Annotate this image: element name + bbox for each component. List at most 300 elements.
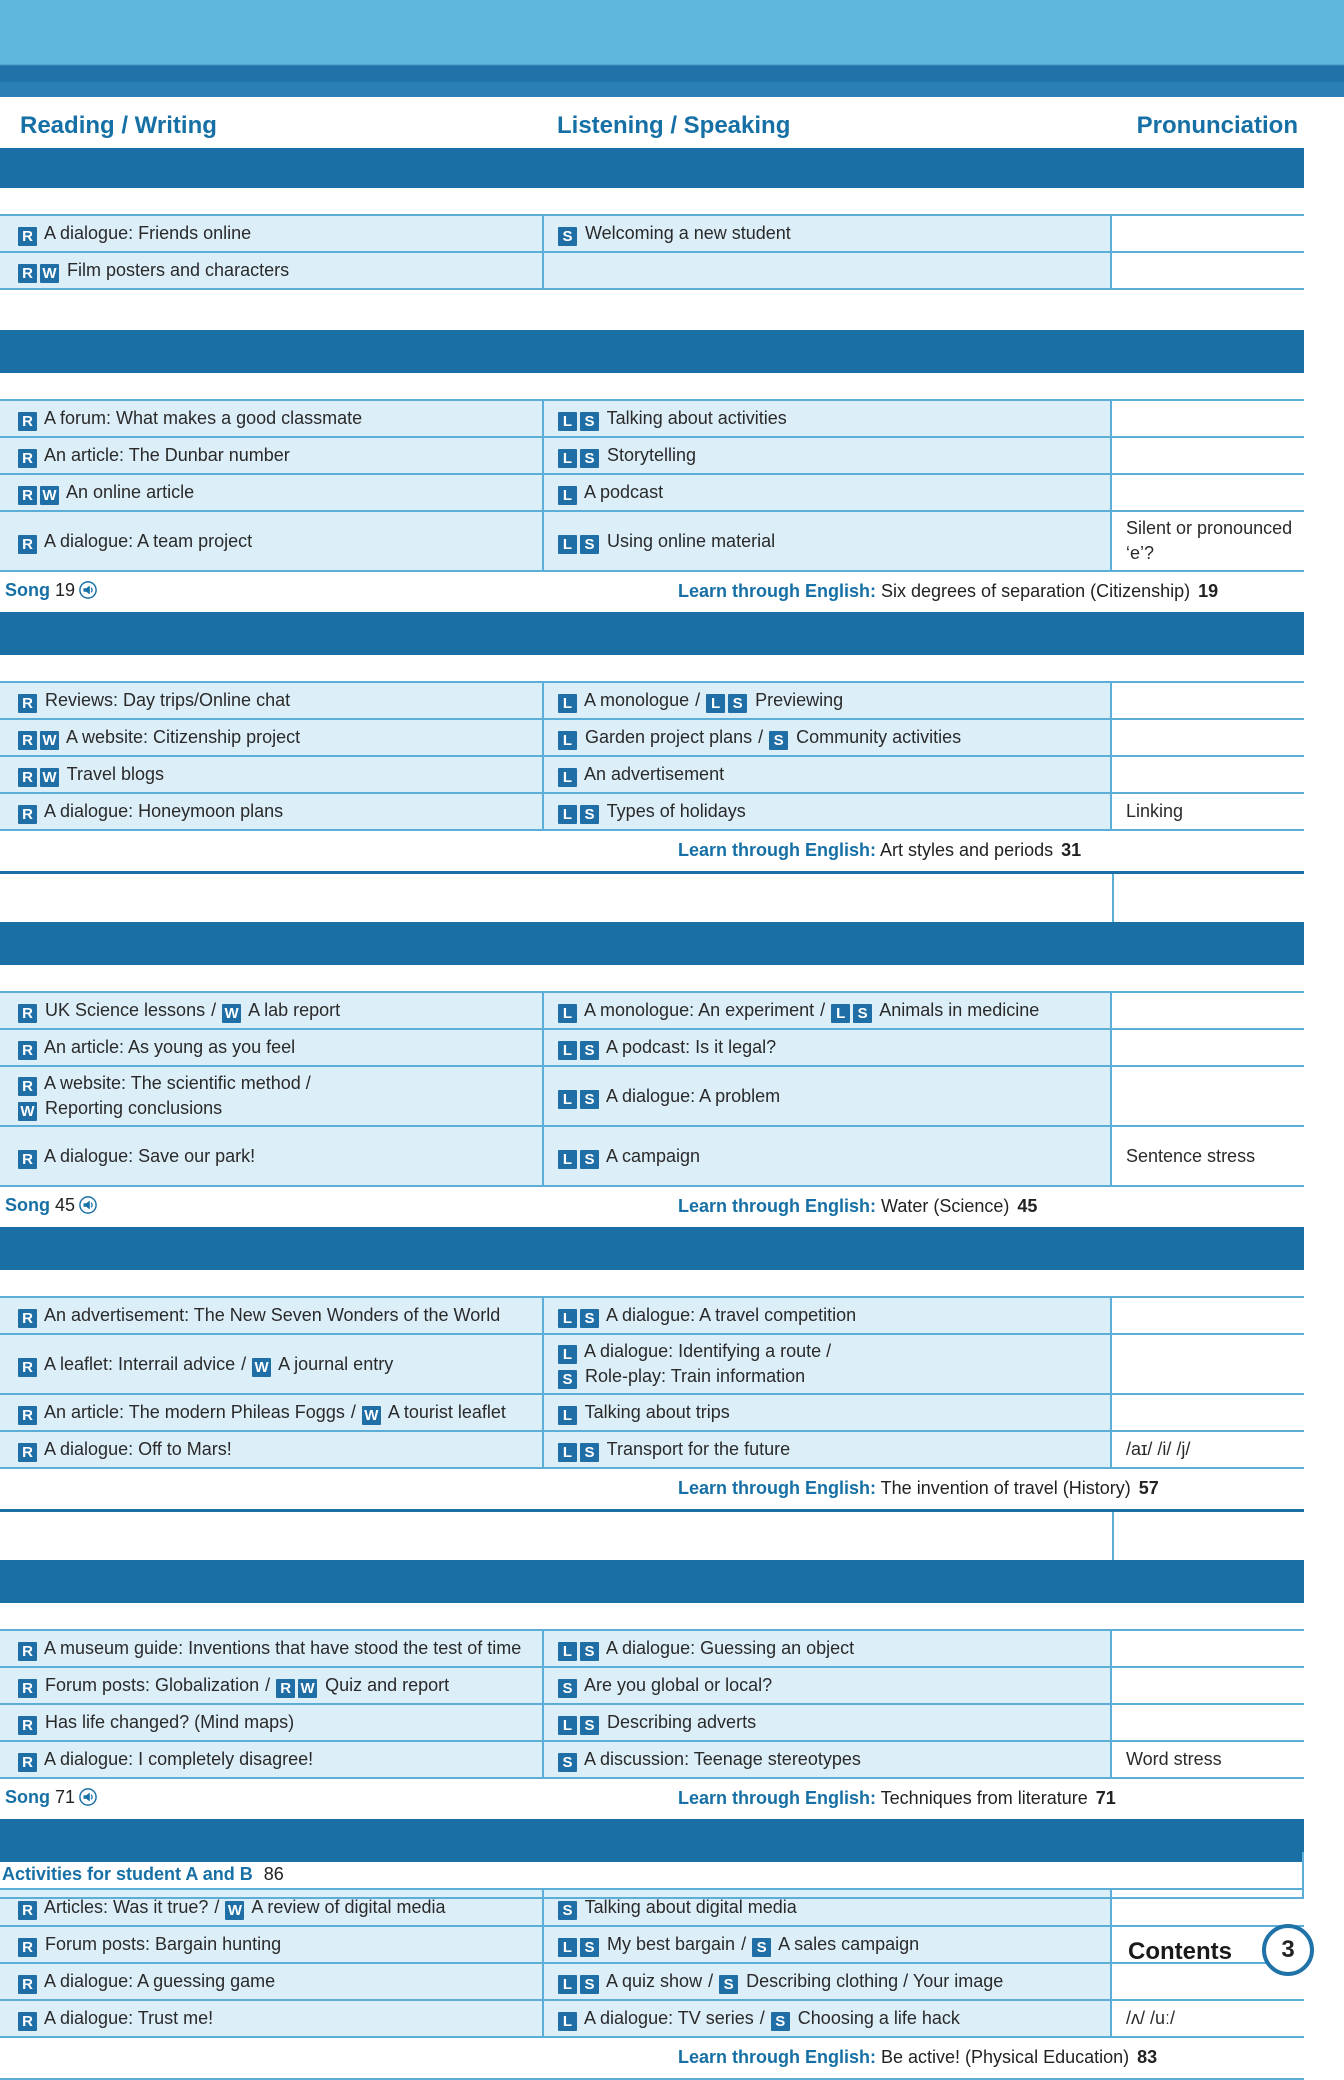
- table-row: [0, 512, 1304, 572]
- entry-segment: [558, 1897, 797, 1917]
- pronunciation-cell: [1112, 253, 1304, 288]
- song-page: 19: [50, 580, 76, 600]
- skill-badge-l: L: [558, 486, 577, 505]
- unit-title-bar: [0, 1563, 1304, 1603]
- entry-text: Animals in medicine: [875, 1000, 1040, 1020]
- unit-title-bar: [0, 615, 1304, 655]
- reading-writing-entry: [18, 998, 340, 1023]
- skill-badge-s: S: [580, 1938, 599, 1957]
- pronunciation-cell: [1112, 1335, 1304, 1393]
- skill-badge-s: S: [558, 1679, 577, 1698]
- listening-speaking-cell: [544, 1742, 1112, 1777]
- entry-segment: [18, 764, 164, 784]
- skill-badge-l: L: [558, 768, 577, 787]
- entry-text: Reporting conclusions: [40, 1098, 223, 1118]
- entry-segment: [558, 1339, 831, 1364]
- entry-text: An article: As young as you feel: [40, 1037, 296, 1057]
- listening-speaking-entry: [558, 725, 961, 750]
- entry-text: A quiz show: [602, 1971, 703, 1991]
- entry-text: Forum posts: Globalization: [40, 1675, 260, 1695]
- pronunciation-text: /aɪ/ /i/ /j/: [1126, 1439, 1191, 1459]
- pronunciation-text: Sentence stress: [1126, 1145, 1256, 1166]
- entry-segment: [558, 1364, 831, 1389]
- reading-writing-entry: [18, 799, 283, 824]
- table-row: [0, 794, 1304, 831]
- pronunciation-cell: [1112, 757, 1304, 792]
- skill-badge-r: R: [18, 449, 37, 468]
- entry-segment: [814, 1000, 1039, 1020]
- skill-badge-l: L: [558, 805, 577, 824]
- pronunciation-cell: [1112, 1432, 1304, 1467]
- unit-title-bar: [0, 333, 1304, 373]
- pronunciation-cell: [1112, 401, 1304, 436]
- reading-writing-entry: [18, 443, 290, 468]
- learn-through-english: [678, 840, 1081, 861]
- skill-badge-r: R: [18, 1642, 37, 1661]
- entry-text: A dialogue: A guessing game: [40, 1971, 276, 1991]
- entry-segment: [18, 1638, 521, 1658]
- listening-speaking-entry: [558, 480, 663, 505]
- skill-badge-l: L: [558, 1004, 577, 1023]
- entry-text: Previewing: [750, 690, 844, 710]
- skill-badge-r: R: [18, 1004, 37, 1023]
- top-color-band: [0, 0, 1344, 97]
- listening-speaking-entry: [558, 1303, 856, 1328]
- skill-badge-l: L: [558, 449, 577, 468]
- entry-text: Describing adverts: [602, 1712, 757, 1732]
- table-row: [0, 1629, 1304, 1668]
- entry-segment: [752, 727, 961, 747]
- listening-speaking-cell: [544, 2001, 1112, 2036]
- entry-text: A dialogue: Identifying a route /: [580, 1341, 832, 1361]
- skill-badge-w: W: [40, 768, 59, 787]
- entry-text: A lab report: [244, 1000, 341, 1020]
- entry-segment: [558, 1749, 861, 1769]
- table-row: [0, 757, 1304, 794]
- pronunciation-cell: [1112, 1127, 1304, 1185]
- empty-pronunciation-box: [1112, 1512, 1306, 1560]
- song-link[interactable]: [5, 1787, 97, 1808]
- reading-writing-entry: [18, 725, 300, 750]
- table-row: [0, 1030, 1304, 1067]
- reading-writing-cell: [0, 757, 544, 792]
- learn-through-english-label: Learn through English:: [678, 1788, 876, 1808]
- skill-badge-w: W: [222, 1004, 241, 1023]
- pronunciation-text: /ʌ/ /uː/: [1126, 2008, 1176, 2028]
- entry-text: A dialogue: Guessing an object: [602, 1638, 855, 1658]
- entry-text: A website: Citizenship project: [62, 727, 301, 747]
- entry-text: Role-play: Train information: [580, 1366, 806, 1386]
- unit-footer: [0, 1779, 1304, 1822]
- speaker-icon: [79, 581, 97, 599]
- reading-writing-cell: [0, 401, 544, 436]
- separator: /: [211, 1000, 217, 1020]
- skill-badge-r: R: [18, 1679, 37, 1698]
- entry-segment: [558, 1638, 854, 1658]
- reading-writing-entry: [18, 258, 289, 283]
- skill-badge-s: S: [558, 1370, 577, 1389]
- entry-text: An online article: [62, 482, 195, 502]
- skill-badge-l: L: [558, 1345, 577, 1364]
- listening-speaking-entry: [558, 443, 696, 468]
- entry-segment: [558, 445, 696, 465]
- pronunciation-cell: [1112, 2001, 1304, 2036]
- skill-badge-l: L: [558, 1406, 577, 1425]
- reading-writing-cell: [0, 1964, 544, 1999]
- entry-text: A journal entry: [274, 1353, 394, 1374]
- song-link[interactable]: [5, 580, 97, 601]
- contents-label: Contents: [1128, 1938, 1232, 1965]
- speaker-icon: [79, 1196, 97, 1214]
- listening-speaking-cell: [544, 1127, 1112, 1185]
- entry-segment: [18, 1146, 255, 1166]
- entry-segment: [18, 1096, 311, 1121]
- separator: /: [708, 1971, 714, 1991]
- listening-speaking-entry: [558, 1636, 854, 1661]
- skill-badge-r: R: [18, 1077, 37, 1096]
- speaker-icon: [79, 1788, 97, 1806]
- skill-badge-s: S: [580, 1090, 599, 1109]
- reading-writing-entry: [18, 1303, 500, 1328]
- reading-writing-cell: [0, 683, 544, 718]
- pronunciation-text: Linking: [1126, 801, 1184, 821]
- learn-through-english-text: Art styles and periods: [876, 840, 1054, 860]
- learn-through-english-label: Learn through English:: [678, 840, 876, 860]
- entry-segment: [702, 1971, 1003, 1991]
- listening-speaking-cell: [544, 401, 1112, 436]
- entry-segment: [18, 1402, 345, 1422]
- listening-speaking-entry: [558, 1932, 919, 1957]
- unit-footer: [0, 572, 1304, 615]
- learn-through-english-text: Water (Science): [876, 1196, 1010, 1216]
- table-row: [0, 2001, 1304, 2038]
- skill-badge-r: R: [18, 1443, 37, 1462]
- listening-speaking-entry: [558, 799, 746, 824]
- entry-text: An article: The modern Phileas Foggs: [40, 1402, 345, 1422]
- listening-speaking-cell: [544, 512, 1112, 570]
- listening-speaking-cell: [544, 1298, 1112, 1333]
- reading-writing-cell: [0, 1927, 544, 1962]
- unit-spacer: [0, 1270, 1304, 1296]
- song-page: 45: [50, 1195, 76, 1215]
- entry-text: A dialogue: Save our park!: [40, 1145, 256, 1166]
- listening-speaking-entry: [558, 1710, 756, 1735]
- skill-badge-r: R: [18, 412, 37, 431]
- entry-text: Storytelling: [602, 445, 697, 465]
- reading-writing-cell: [0, 512, 544, 570]
- reading-writing-entry: [18, 1747, 313, 1772]
- pronunciation-cell: [1112, 1030, 1304, 1065]
- entry-text: A museum guide: Inventions that have stood the test of time: [40, 1638, 522, 1658]
- song-page: 71: [50, 1787, 76, 1807]
- skill-badge-r: R: [18, 1938, 37, 1957]
- skill-badge-r: R: [18, 535, 37, 554]
- listening-speaking-cell: [544, 1335, 1112, 1393]
- skill-badge-s: S: [728, 694, 747, 713]
- learn-through-english-page: 31: [1061, 840, 1082, 860]
- skill-badge-s: S: [580, 1716, 599, 1735]
- reading-writing-cell: [0, 720, 544, 755]
- reading-writing-entry: [18, 480, 194, 505]
- listening-speaking-cell: [544, 1927, 1112, 1962]
- skill-badge-l: L: [558, 694, 577, 713]
- activities-row: [0, 1852, 1304, 1899]
- listening-speaking-cell: [544, 1631, 1112, 1666]
- skill-badge-s: S: [580, 1443, 599, 1462]
- unit-footer: [0, 1469, 1304, 1512]
- listening-speaking-cell: [544, 757, 1112, 792]
- pronunciation-cell: [1112, 993, 1304, 1028]
- reading-writing-cell: [0, 1395, 544, 1430]
- skill-badge-r: R: [18, 1150, 37, 1169]
- reading-writing-cell: [0, 1668, 544, 1703]
- pronunciation-cell: [1112, 1067, 1304, 1125]
- learn-through-english-label: Learn through English:: [678, 1196, 876, 1216]
- skill-badge-s: S: [558, 1901, 577, 1920]
- entry-segment: [18, 1354, 235, 1374]
- listening-speaking-cell: [544, 438, 1112, 473]
- table-row: [0, 1127, 1304, 1187]
- entry-segment: [558, 482, 663, 502]
- entry-text: A website: The scientific method /: [40, 1073, 311, 1093]
- pronunciation-cell: [1112, 1395, 1304, 1430]
- entry-segment: [18, 727, 300, 747]
- reading-writing-cell: [0, 438, 544, 473]
- song-label: Song: [5, 580, 50, 600]
- entry-text: A review of digital media: [247, 1897, 446, 1917]
- entry-segment: [558, 1000, 814, 1020]
- entry-text: Talking about trips: [580, 1402, 730, 1422]
- page-number-badge: [1262, 1924, 1314, 1976]
- skill-badge-s: S: [752, 1938, 771, 1957]
- pronunciation-cell: [1112, 512, 1304, 570]
- table-row: [0, 991, 1304, 1030]
- skill-badge-s: S: [580, 1309, 599, 1328]
- skill-badge-r: R: [18, 1901, 37, 1920]
- unit-spacer: [0, 188, 1304, 214]
- unit-footer: [0, 290, 1304, 333]
- unit-spacer: [0, 655, 1304, 681]
- reading-writing-entry: [18, 1035, 295, 1060]
- table-row: [0, 214, 1304, 253]
- skill-badge-r: R: [18, 731, 37, 750]
- reading-writing-cell: [0, 1030, 544, 1065]
- entry-segment: [18, 482, 194, 502]
- reading-writing-entry: [18, 1932, 281, 1957]
- learn-through-english-page: 19: [1198, 581, 1219, 601]
- skill-badge-l: L: [558, 1716, 577, 1735]
- entry-text: A dialogue: I completely disagree!: [40, 1749, 314, 1769]
- entry-segment: [18, 2008, 213, 2028]
- separator: /: [759, 2008, 765, 2028]
- reading-writing-entry: [18, 2006, 213, 2031]
- skill-badge-s: S: [853, 1004, 872, 1023]
- entry-segment: [754, 2008, 960, 2028]
- reading-writing-entry: [18, 1636, 521, 1661]
- skill-badge-s: S: [580, 1642, 599, 1661]
- entry-segment: [558, 1712, 756, 1732]
- skill-badge-l: L: [558, 1443, 577, 1462]
- separator: /: [695, 690, 701, 710]
- reading-writing-entry: [18, 1400, 506, 1425]
- entry-text: Talking about activities: [602, 408, 787, 428]
- unit-title-bar: [0, 925, 1304, 965]
- skill-badge-l: L: [558, 1975, 577, 1994]
- listening-speaking-entry: [558, 762, 724, 787]
- entry-text: A dialogue: A team project: [40, 530, 253, 551]
- unit-title-bar: [0, 148, 1304, 188]
- listening-speaking-entry: [558, 1339, 831, 1389]
- entry-text: A dialogue: TV series: [580, 2008, 754, 2028]
- reading-writing-cell: [0, 993, 544, 1028]
- table-row: [0, 1395, 1304, 1432]
- entry-segment: [18, 1037, 295, 1057]
- listening-speaking-entry: [558, 1969, 1003, 1994]
- skill-badge-r: R: [18, 1309, 37, 1328]
- listening-speaking-cell: [544, 216, 1112, 251]
- reading-writing-entry: [18, 1437, 232, 1462]
- listening-speaking-cell: [544, 1964, 1112, 1999]
- table-row: [0, 1742, 1304, 1779]
- skill-badge-l: L: [558, 1938, 577, 1957]
- listening-speaking-cell: [544, 1432, 1112, 1467]
- skill-badge-s: S: [771, 2012, 790, 2031]
- entry-segment: [18, 801, 283, 821]
- entry-segment: [18, 1675, 259, 1695]
- entry-segment: [558, 690, 689, 710]
- learn-through-english: [678, 2047, 1157, 2068]
- entry-segment: [558, 2008, 754, 2028]
- pronunciation-cell: [1112, 1298, 1304, 1333]
- table-row: [0, 1296, 1304, 1335]
- song-link[interactable]: [5, 1195, 97, 1216]
- learn-through-english-text: Six degrees of separation (Citizenship): [876, 581, 1191, 601]
- entry-segment: [235, 1354, 393, 1374]
- entry-text: A forum: What makes a good classmate: [40, 408, 363, 428]
- entry-text: An advertisement: The New Seven Wonders of the World: [40, 1305, 501, 1325]
- pronunciation-cell: [1112, 1705, 1304, 1740]
- pronunciation-text: Silent or pronounced ‘e’?: [1126, 518, 1293, 563]
- pronunciation-cell: [1112, 438, 1304, 473]
- listening-speaking-cell: [544, 1668, 1112, 1703]
- reading-writing-entry: [18, 1969, 275, 1994]
- listening-speaking-cell: [544, 1067, 1112, 1125]
- skill-badge-l: L: [558, 1642, 577, 1661]
- entry-segment: [18, 1305, 500, 1325]
- entry-segment: [18, 223, 251, 243]
- entry-text: My best bargain: [602, 1934, 736, 1954]
- pronunciation-cell: [1112, 794, 1304, 829]
- column-headers: [0, 112, 1304, 148]
- entry-text: Are you global or local?: [580, 1675, 773, 1695]
- entry-segment: [18, 445, 290, 465]
- skill-badge-l: L: [558, 2012, 577, 2031]
- learn-through-english-label: Learn through English:: [678, 581, 876, 601]
- skill-badge-r: R: [18, 486, 37, 505]
- entry-segment: [205, 1000, 340, 1020]
- reading-writing-entry: [18, 762, 164, 787]
- table-row: [0, 1964, 1304, 2001]
- header-listening-speaking: Listening / Speaking: [557, 112, 791, 139]
- listening-speaking-cell: [544, 253, 1112, 288]
- listening-speaking-cell: [544, 993, 1112, 1028]
- entry-segment: [18, 260, 289, 280]
- listening-speaking-entry: [558, 2006, 960, 2031]
- entry-text: A podcast: [580, 482, 664, 502]
- skill-badge-l: L: [558, 1309, 577, 1328]
- entry-text: A leaflet: Interrail advice: [40, 1353, 236, 1374]
- listening-speaking-cell: [544, 475, 1112, 510]
- listening-speaking-entry: [558, 529, 775, 554]
- skill-badge-r: R: [18, 1975, 37, 1994]
- entry-segment: [345, 1402, 506, 1422]
- entry-segment: [558, 801, 746, 821]
- page-number: 3: [1281, 1936, 1295, 1963]
- learn-through-english-text: Techniques from literature: [876, 1788, 1088, 1808]
- pronunciation-cell: [1112, 720, 1304, 755]
- skill-badge-w: W: [18, 1102, 37, 1121]
- table-row: [0, 1335, 1304, 1395]
- skill-badge-l: L: [558, 535, 577, 554]
- listening-speaking-entry: [558, 1437, 790, 1462]
- skill-badge-s: S: [719, 1975, 738, 1994]
- pronunciation-cell: [1112, 475, 1304, 510]
- separator: /: [741, 1934, 747, 1954]
- entry-text: Welcoming a new student: [580, 223, 791, 243]
- learn-through-english: [678, 581, 1218, 602]
- reading-writing-cell: [0, 1298, 544, 1333]
- empty-row: [0, 874, 1304, 925]
- separator: /: [241, 1353, 247, 1374]
- separator: /: [265, 1675, 271, 1695]
- listening-speaking-cell: [544, 1030, 1112, 1065]
- learn-through-english-page: 45: [1017, 1196, 1038, 1216]
- listening-speaking-entry: [558, 1673, 772, 1698]
- unit-footer: [0, 2038, 1304, 2080]
- entry-segment: [259, 1675, 449, 1695]
- skill-badge-l: L: [558, 731, 577, 750]
- entry-text: Community activities: [791, 727, 962, 747]
- reading-writing-entry: [18, 221, 251, 246]
- entry-segment: [18, 1749, 313, 1769]
- pronunciation-cell: [1112, 1668, 1304, 1703]
- listening-speaking-cell: [544, 1705, 1112, 1740]
- skill-badge-r: R: [18, 1406, 37, 1425]
- entry-segment: [208, 1897, 445, 1917]
- entry-text: Quiz and report: [320, 1675, 450, 1695]
- learn-through-english-text: Be active! (Physical Education): [876, 2047, 1130, 2067]
- learn-through-english: [678, 1196, 1037, 1217]
- learn-through-english-text: The invention of travel (History): [876, 1478, 1131, 1498]
- reading-writing-cell: [0, 1127, 544, 1185]
- pronunciation-cell: [1112, 1631, 1304, 1666]
- skill-badge-l: L: [558, 1090, 577, 1109]
- entry-text: Forum posts: Bargain hunting: [40, 1934, 282, 1954]
- table-row: [0, 1705, 1304, 1742]
- skill-badge-r: R: [18, 1716, 37, 1735]
- reading-writing-entry: [18, 529, 252, 554]
- table-row: [0, 681, 1304, 720]
- reading-writing-entry: [18, 1071, 311, 1121]
- entry-text: Transport for the future: [602, 1439, 791, 1459]
- reading-writing-entry: [18, 688, 290, 713]
- learn-through-english-label: Learn through English:: [678, 2047, 876, 2067]
- entry-text: A dialogue: A travel competition: [602, 1305, 857, 1325]
- listening-speaking-cell: [544, 1395, 1112, 1430]
- entry-segment: [558, 1086, 780, 1106]
- pronunciation-cell: [1112, 1742, 1304, 1777]
- entry-text: An advertisement: [580, 764, 725, 784]
